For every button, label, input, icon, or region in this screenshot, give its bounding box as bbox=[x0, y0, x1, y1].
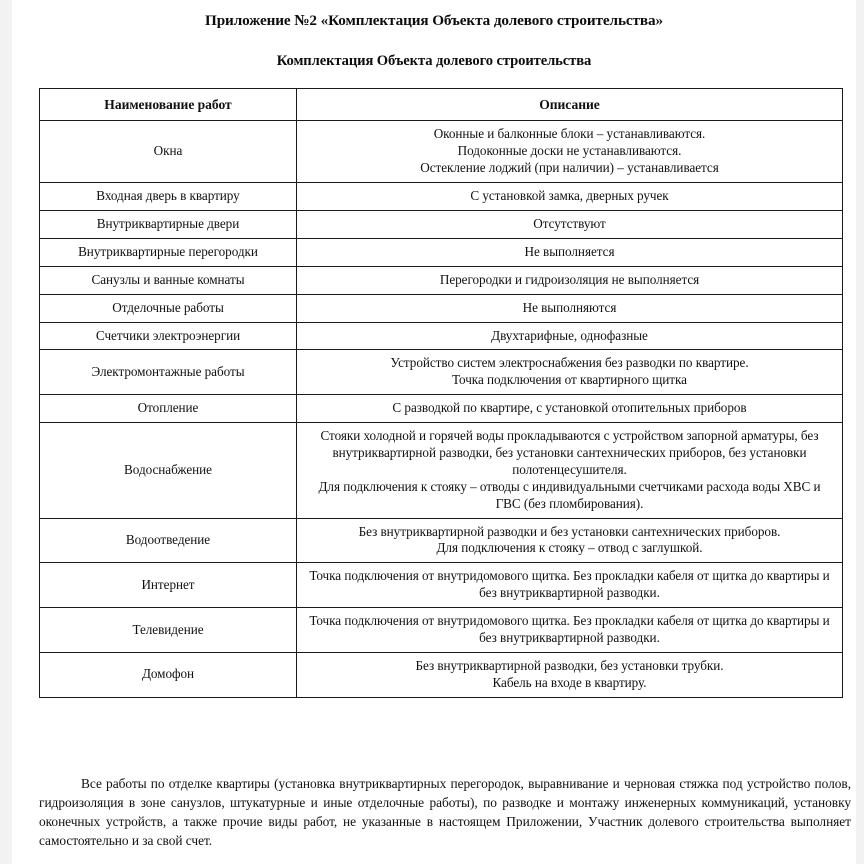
cell-work-name: Водоснабжение bbox=[40, 423, 297, 518]
cell-work-name: Входная дверь в квартиру bbox=[40, 183, 297, 211]
table-header-row bbox=[40, 89, 843, 121]
table-row bbox=[40, 518, 843, 563]
cell-work-name: Интернет bbox=[40, 563, 297, 608]
description-line: Для подключения к стояку – отводы с индивидуальными счетчиками расхода воды ХВС и ГВС (без пломбирования). bbox=[318, 478, 821, 511]
specification-table-container bbox=[39, 88, 842, 698]
cell-work-name: Отопление bbox=[40, 395, 297, 423]
description-line: Стояки холодной и горячей воды прокладываются с устройством запорной арматуры, без внутриквартирной разводки, без установки сантехнических приборов, без установки полотенцесушителя. bbox=[320, 428, 819, 477]
cell-description bbox=[297, 423, 843, 518]
cell-description bbox=[297, 563, 843, 608]
cell-work-name: Внутриквартирные двери bbox=[40, 210, 297, 238]
table-row bbox=[40, 563, 843, 608]
cell-work-name: Домофон bbox=[40, 652, 297, 697]
cell-description bbox=[297, 652, 843, 697]
table-header bbox=[40, 89, 843, 121]
description-line: Перегородки и гидроизоляция не выполняется bbox=[439, 271, 700, 287]
cell-work-name: Санузлы и ванные комнаты bbox=[40, 266, 297, 294]
document-page bbox=[12, 0, 856, 864]
table-row bbox=[40, 322, 843, 350]
description-line: Устройство систем электроснабжения без разводки по квартире. bbox=[390, 355, 749, 371]
description-line: Без внутриквартирной разводки, без установки трубки. bbox=[415, 657, 724, 673]
column-header-description: Описание bbox=[297, 89, 843, 121]
cell-description bbox=[297, 395, 843, 423]
description-line: Не выполняется bbox=[524, 243, 615, 259]
table-row bbox=[40, 121, 843, 183]
cell-work-name: Счетчики электроэнергии bbox=[40, 322, 297, 350]
table-row bbox=[40, 608, 843, 653]
description-line: Точка подключения от внутридомового щитка. Без прокладки кабеля от щитка до квартиры и без внутриквартирной разводки. bbox=[309, 613, 830, 645]
description-line: Для подключения к стояку – отвод с заглушкой. bbox=[436, 540, 703, 556]
cell-work-name: Внутриквартирные перегородки bbox=[40, 238, 297, 266]
cell-description bbox=[297, 294, 843, 322]
cell-description bbox=[297, 608, 843, 653]
cell-description bbox=[297, 266, 843, 294]
description-line: Не выполняются bbox=[522, 299, 617, 315]
cell-work-name: Телевидение bbox=[40, 608, 297, 653]
cell-description bbox=[297, 350, 843, 395]
cell-work-name: Отделочные работы bbox=[40, 294, 297, 322]
table-row bbox=[40, 395, 843, 423]
table-row bbox=[40, 652, 843, 697]
cell-description bbox=[297, 210, 843, 238]
table-row bbox=[40, 266, 843, 294]
description-line: Отсутствуют bbox=[533, 215, 606, 231]
table-row bbox=[40, 423, 843, 518]
cell-description bbox=[297, 238, 843, 266]
description-line: Подоконные доски не устанавливаются. bbox=[457, 143, 682, 159]
description-line: Кабель на входе в квартиру. bbox=[492, 674, 647, 690]
cell-description bbox=[297, 121, 843, 183]
description-line: Остекление лоджий (при наличии) – устанавливается bbox=[420, 160, 719, 176]
table-row bbox=[40, 350, 843, 395]
table-row bbox=[40, 210, 843, 238]
cell-description bbox=[297, 518, 843, 563]
description-line: Точка подключения от квартирного щитка bbox=[452, 372, 687, 388]
table-row bbox=[40, 294, 843, 322]
cell-description bbox=[297, 322, 843, 350]
description-line: Оконные и балконные блоки – устанавливаются. bbox=[433, 126, 706, 142]
cell-work-name: Водоотведение bbox=[40, 518, 297, 563]
description-line: Без внутриквартирной разводки и без установки сантехнических приборов. bbox=[358, 523, 781, 539]
specification-table bbox=[39, 88, 843, 698]
description-line: Двухтарифные, однофазные bbox=[491, 327, 648, 343]
table-row bbox=[40, 238, 843, 266]
cell-work-name: Электромонтажные работы bbox=[40, 350, 297, 395]
description-line: С установкой замка, дверных ручек bbox=[470, 188, 669, 204]
cell-work-name: Окна bbox=[40, 121, 297, 183]
cell-description bbox=[297, 183, 843, 211]
description-line: С разводкой по квартире, с установкой отопительных приборов bbox=[392, 400, 747, 416]
footer-note: Все работы по отделке квартиры (установка внутриквартирных перегородок, выравнивание и черновая стяжка под устройство полов, гидроизоляция в зоне санузлов, штукатурные и иные отделочные работы), по разводке и монтажу инженерных коммуникаций, установку оконечных устройств, а также прочие виды работ, не указанные в настоящем Приложении, Участник долевого строительства выполняет самостоятельно и за свой счет. bbox=[39, 776, 851, 849]
table-row bbox=[40, 183, 843, 211]
page-title: Приложение №2 «Комплектация Объекта долевого строительства» bbox=[205, 12, 663, 29]
table-body bbox=[40, 121, 843, 697]
page-subtitle: Комплектация Объекта долевого строительства bbox=[276, 53, 592, 70]
column-header-name: Наименование работ bbox=[40, 89, 297, 121]
description-line: Точка подключения от внутридомового щитка. Без прокладки кабеля от щитка до квартиры и без внутриквартирной разводки. bbox=[309, 568, 830, 601]
